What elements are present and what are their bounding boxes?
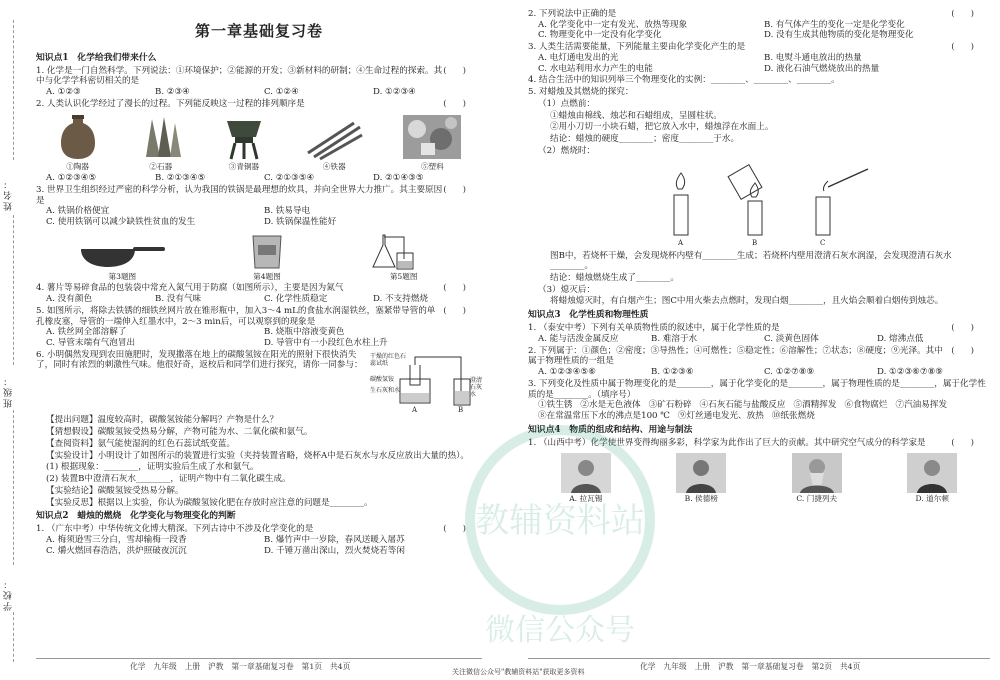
section-heading: 知识点1 化学给我们带来什么: [36, 52, 157, 63]
options: A. ①②③ B. ②③④ C. ①②④ D. ①②③④: [46, 87, 416, 98]
question: () 2. 人类认识化学经过了漫长的过程。下列能反映这一过程的排列顺序是: [36, 98, 482, 109]
subquestion-line: 结论：蜡烛燃烧生成了________。: [550, 273, 679, 284]
question: () 3. 世界卫生组织经过严密的科学分析，认为我国的铁锅是最理想的炊具，并向全世界大力推广。其主要原因是: [36, 184, 482, 206]
q6-line: 【查阅资料】氨气能使湿润的红色石蕊试纸变蓝。: [46, 438, 236, 449]
fig-label: 澄清石灰水: [470, 377, 482, 398]
spine-school-label: 学校：: [4, 578, 14, 611]
question: 4. 结合生活中的知识列举三个物理变化的实例：________、________、________。: [528, 75, 840, 86]
apparatus-figure: [370, 349, 482, 415]
iron-wok-figure: 第3题图: [77, 237, 167, 281]
page-title: 第一章基础复习卷: [194, 22, 323, 40]
spine-dashed-line: [13, 215, 14, 365]
question: 5. 对蜡烛及其燃烧的探究：: [528, 87, 634, 98]
fig-label: 碳酸氢铵: [370, 376, 395, 384]
figure-row-3-5: [36, 231, 482, 281]
left-column: [36, 0, 482, 660]
options: A. ①②③④⑤ B. ②①③④⑤ C. ②①③⑤④ D. ②①④③⑤: [46, 173, 424, 184]
fig-label: A: [412, 406, 418, 415]
subquestion-line: ②用小刀切一小块石蜡，把它放入水中，蜡烛浮在水面上。: [550, 122, 774, 133]
q6-line: 【提出问题】温度较高时，碳酸氢铵能分解吗？产物是什么？: [46, 415, 279, 426]
bronze-vessel-image: ③青铜器: [221, 113, 267, 171]
section-heading: 知识点4 物质的组成和结构、用途与制法: [528, 424, 693, 435]
watermark-line2: 微信公众号: [485, 613, 635, 648]
footer-left: 化学 九年级 上册 沪教 第一章基础复习卷 第1页 共4页: [130, 662, 351, 671]
watermark-line1: 教辅资料站: [475, 501, 645, 541]
fig-label: A: [678, 238, 684, 247]
subquestion: （3）熄灭后：: [538, 284, 596, 295]
subquestion-line: 将蜡烛熄灭时，有白烟产生；图C中用火柴去点燃时，发现白烟________，且火焰会顺着白烟传到烛芯。: [550, 296, 944, 307]
fig-label: C: [820, 238, 826, 247]
options: A. 电灯通电发出的光 B. 电熨斗通电放出的热量 C. 水电站利用水力产生的电能 D. 液化石油气燃烧放出的热量: [538, 52, 880, 74]
section-heading: 知识点2 蜡烛的燃烧 化学变化与物理变化的判断: [36, 511, 236, 522]
footer-middle: 关注微信公众号"教辅资料站"获取更多资料: [452, 668, 585, 676]
q6-line: (1) 根据现象：________，证明实验后生成了水和氨气。: [46, 462, 259, 473]
pottery-image: ①陶器: [55, 113, 101, 171]
footer-rule: [528, 658, 990, 659]
question: () 1. （泰安中考）下列有关单质物性质的叙述中，属于化学性质的是: [528, 323, 990, 334]
chip-bag-figure: 第4题图: [250, 233, 284, 281]
options: A. 铁丝网全部溶解了 B. 烧瓶中溶液变黄色 C. 导管末端有气泡冒出 D. 导管中有一小段红色水柱上升: [46, 327, 388, 348]
question: 6. 小明偶然发现到农田施肥时，发现撒落在地上的碳酸氢铵在阳光的照射下很快消失了，同时有浓烈的刺激性气味。他很好奇，返校后和同学们进行探究，请你一同参与：: [36, 349, 363, 371]
spine-class-label: 班级：: [4, 375, 14, 408]
subquestion: （2）燃烧时：: [538, 145, 596, 156]
stone-tool-image: ②石器: [138, 113, 184, 171]
question: () 3. 人类生活需要能量，下列能量主要由化学变化产生的是: [528, 42, 990, 53]
iron-tool-image: ④铁器: [304, 113, 364, 171]
options: A. 铁锅价格便宜 B. 铁易导电 C. 使用铁锅可以减少缺铁性贫血的发生 D. 铁锅保温性能好: [46, 206, 337, 228]
question: () 2. 下列说法中正确的是: [528, 9, 990, 19]
fig-label: 生石灰和水: [370, 387, 401, 395]
flask-apparatus-figure: 第5题图: [367, 231, 441, 281]
subquestion: （1）点燃前：: [538, 98, 596, 109]
plastic-items-image: ⑤塑料: [401, 113, 463, 171]
footer-rule: [36, 658, 482, 659]
scientist-portrait: A. 拉瓦锡: [561, 453, 611, 503]
spine-dashed-line: [13, 20, 14, 160]
scientist-row: [528, 453, 990, 503]
options: A. 化学变化中一定有发光、放热等现象 B. 有气体产生的变化一定是化学变化 C. 物理变化中一定没有化学变化 D. 没有生成其他物质的变化是物理变化: [538, 19, 914, 41]
spine-name-label: 姓名：: [4, 178, 14, 211]
question: () 4. 薯片等易碎食品的包装袋中常充入氮气用于防腐（如图所示），主要是因为氮气: [36, 283, 482, 294]
q6-line: 【实验反思】根据以上实验，你认为碳酸氢铵化肥在存放时应注意的问题是________。: [46, 497, 373, 508]
item-list: ①铁生锈 ②水是无色液体 ③矿石粉碎 ④石灰石能与盐酸反应 ⑤酒精挥发 ⑥食物腐烂 ⑦汽油易挥发 ⑧在常温常压下水的沸点是100 ℃ ⑨灯丝通电发光、放热 ⑩纸张燃烧: [538, 400, 948, 422]
q6-line: (2) 装置B中澄清石灰水________，证明产物中有二氧化碳生成。: [46, 474, 291, 485]
candle-figure: [648, 159, 888, 249]
spine-binding: [0, 0, 34, 680]
question: () 2. 下列属于：①颜色；②密度；③导热性；④可燃性；⑤稳定性；⑥溶解性；⑦状态；⑧硬度；⑨光泽。其中属于物理性质的一组是: [528, 345, 990, 367]
subquestion-line: ①蜡烛由棉线、烛芯和石蜡组成，呈圆柱状。: [550, 110, 722, 121]
question: () 5. 如图所示，将除去铁锈的细铁丝网片放在锥形瓶中，加入3～4 mL的食盐水润湿铁丝，塞紧带导管的单孔橡皮塞，导管的一端伸入红墨水中，2～3 min后，可以观察到的现象是: [36, 305, 482, 327]
subquestion-line: 结论：蜡烛的硬度________；密度________于水。: [550, 134, 740, 145]
q6-line: 【实验设计】小明设计了如图所示的装置进行实验（夹持装置省略，烧杯A中是石灰水与水反应放出大量的热）。: [46, 450, 470, 461]
fig-label: B: [458, 406, 464, 415]
question: () 1. （山西中考）化学使世界变得绚丽多彩，科学家为此作出了巨大的贡献。其中研究空气成分的科学家是: [528, 437, 990, 448]
options: A. 没有颜色 B. 没有气味 C. 化学性质稳定 D. 不支持燃烧: [46, 294, 429, 305]
q6-line: 【实验结论】碳酸氢铵受热易分解。: [46, 485, 184, 496]
question: 3. 下列变化及性质中属于物理变化的是________，属于化学变化的是________，属于物理性质的是________，属于化学性质的是________。（填序号）: [528, 378, 986, 400]
fig-label: B: [752, 238, 758, 247]
options: A. 梅须逊雪三分白，雪却输梅一段香 B. 爆竹声中一岁除，春风送暖入屠苏 C. 爝火燃回春浩浩，洪炉照破夜沉沉 D. 千锤万凿出深山，烈火焚烧若等闲: [46, 535, 405, 556]
right-column: [528, 0, 990, 660]
fig-label: 干燥的红色石蕊试纸: [370, 353, 407, 368]
question-6-block: [36, 349, 482, 415]
spine-dashed-line: [13, 410, 14, 565]
section-heading: 知识点3 化学性质和物理性质: [528, 310, 649, 321]
scientist-portrait: C. 门捷列夫: [792, 453, 842, 503]
options: A. ①②③④⑤⑥ B. ①②③⑥ C. ①②⑦⑧⑨ D. ①②③⑥⑦⑧⑨: [538, 367, 943, 378]
question: () 1. 化学是一门自然科学。下列说法：①环境保护；②能源的开发；③新材料的研制；④生命过程的探索。其中与化学学科密切相关的是: [36, 65, 482, 87]
scientist-portrait: B. 侯德榜: [676, 453, 726, 503]
question: () 1. （广东中考）中华传统文化博大精深。下列古诗中不涉及化学变化的是: [36, 524, 482, 535]
footer-right: 化学 九年级 上册 沪教 第一章基础复习卷 第2页 共4页: [640, 662, 861, 671]
history-image-row: [36, 113, 482, 171]
subquestion-line: 图B中，若烧杯干燥，会发现烧杯内壁有________生成；若烧杯内壁用澄清石灰水润湿，会发现澄清石灰水________。: [550, 250, 952, 272]
spine-dashed-line: [13, 612, 14, 662]
scientist-portrait: D. 道尔顿: [907, 453, 957, 503]
q6-line: 【猜想假设】碳酸氢铵受热易分解，产物可能为水、二氧化碳和氨气。: [46, 427, 313, 438]
options: A. 能与活泼金属反应 B. 难溶于水 C. 淡黄色固体 D. 熔沸点低: [538, 333, 924, 344]
